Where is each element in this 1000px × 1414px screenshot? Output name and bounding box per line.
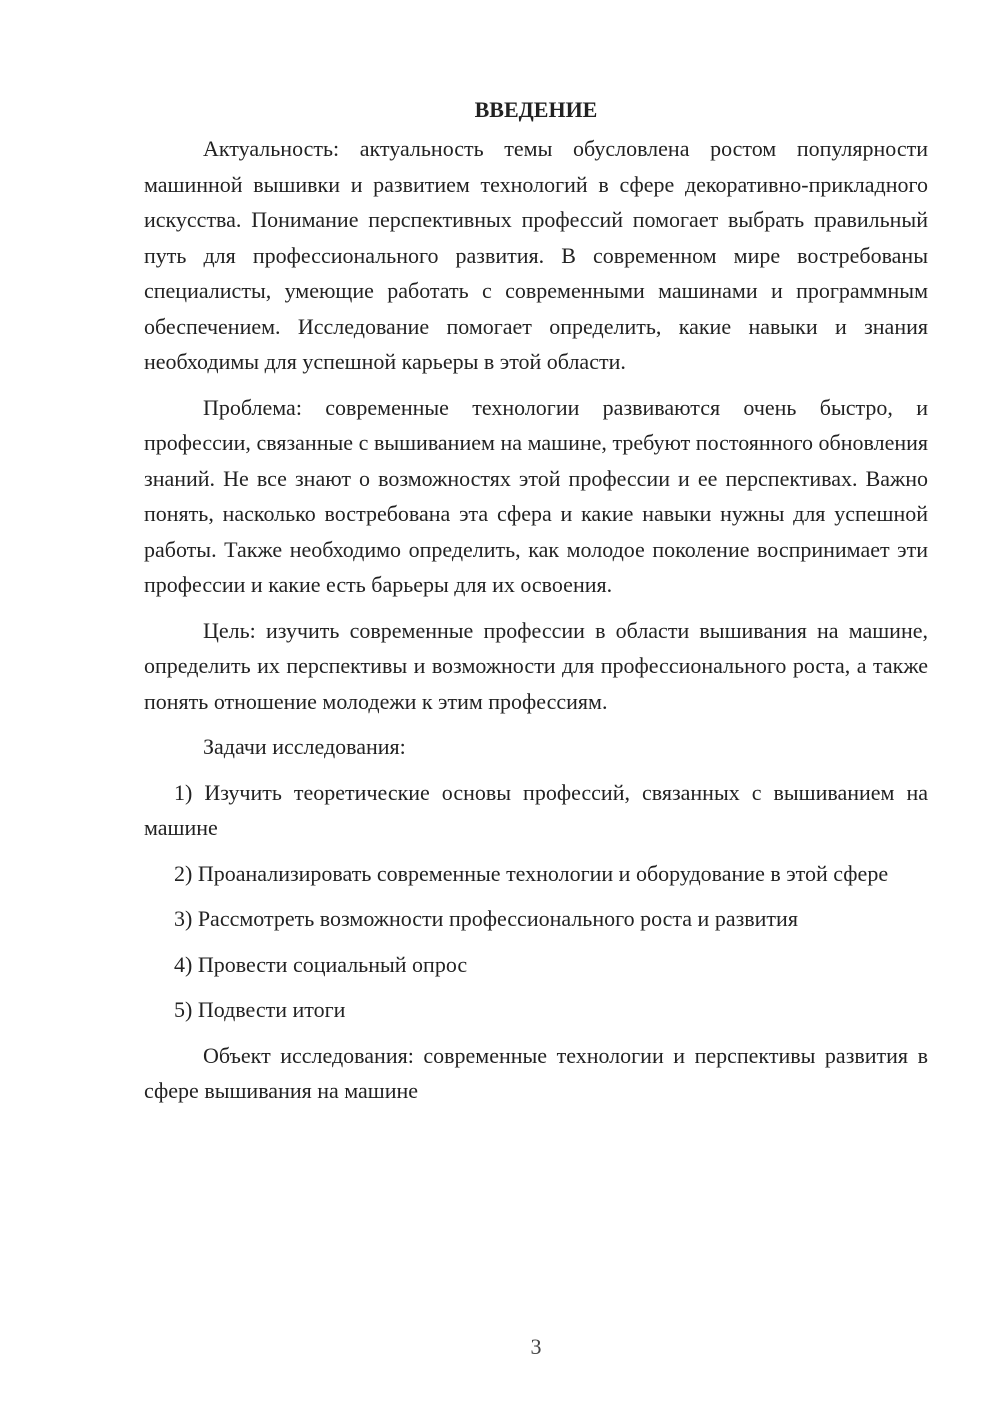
document-page <box>144 92 928 1119</box>
list-item: 1) Изучить теоретические основы профессий, связанных с вышиванием на машине <box>144 779 928 840</box>
page-number: 3 <box>530 1334 542 1359</box>
paragraph-object: Объект исследования: современные технологии и перспективы развития в сфере вышивания на машине <box>144 1042 928 1103</box>
list-item: 2) Проанализировать современные технологии и оборудование в этой сфере <box>174 860 889 886</box>
paragraph-relevance: Актуальность: актуальность темы обусловлена ростом популярности машинной вышивки и развитием технологий в сфере декоративно-прикладного искусства. Понимание перспективных профессий помогает выбрать правильный путь для профессионального развития. В современном мире востребованы специалисты, умеющие работать с современными машинами и программным обеспечением. Исследование помогает определить, какие навыки и знания необходимы для успешной карьеры в этой области. <box>144 136 928 374</box>
list-item: 3) Рассмотреть возможности профессионального роста и развития <box>174 906 798 931</box>
paragraph-goal: Цель: изучить современные профессии в области вышивания на машине, определить их перспективы и возможности для профессионального роста, а также понять отношение молодежи к этим профессиям. <box>144 617 928 714</box>
page-title: ВВЕДЕНИЕ <box>474 97 598 122</box>
tasks-heading: Задачи исследования: <box>203 734 406 759</box>
list-item: 4) Провести социальный опрос <box>174 951 468 977</box>
paragraph-problem: Проблема: современные технологии развиваются очень быстро, и профессии, связанные с вышиванием на машине, требуют постоянного обновления знаний. Не все знают о возможностях этой профессии и ее перспективах. Важно понять, насколько востребована эта сфера и какие навыки нужны для успешной работы. Также необходимо определить, как молодое поколение воспринимает эти профессии и какие есть барьеры для их освоения. <box>144 394 928 597</box>
tasks-list <box>144 775 928 1028</box>
list-item: 5) Подвести итоги <box>174 997 346 1022</box>
